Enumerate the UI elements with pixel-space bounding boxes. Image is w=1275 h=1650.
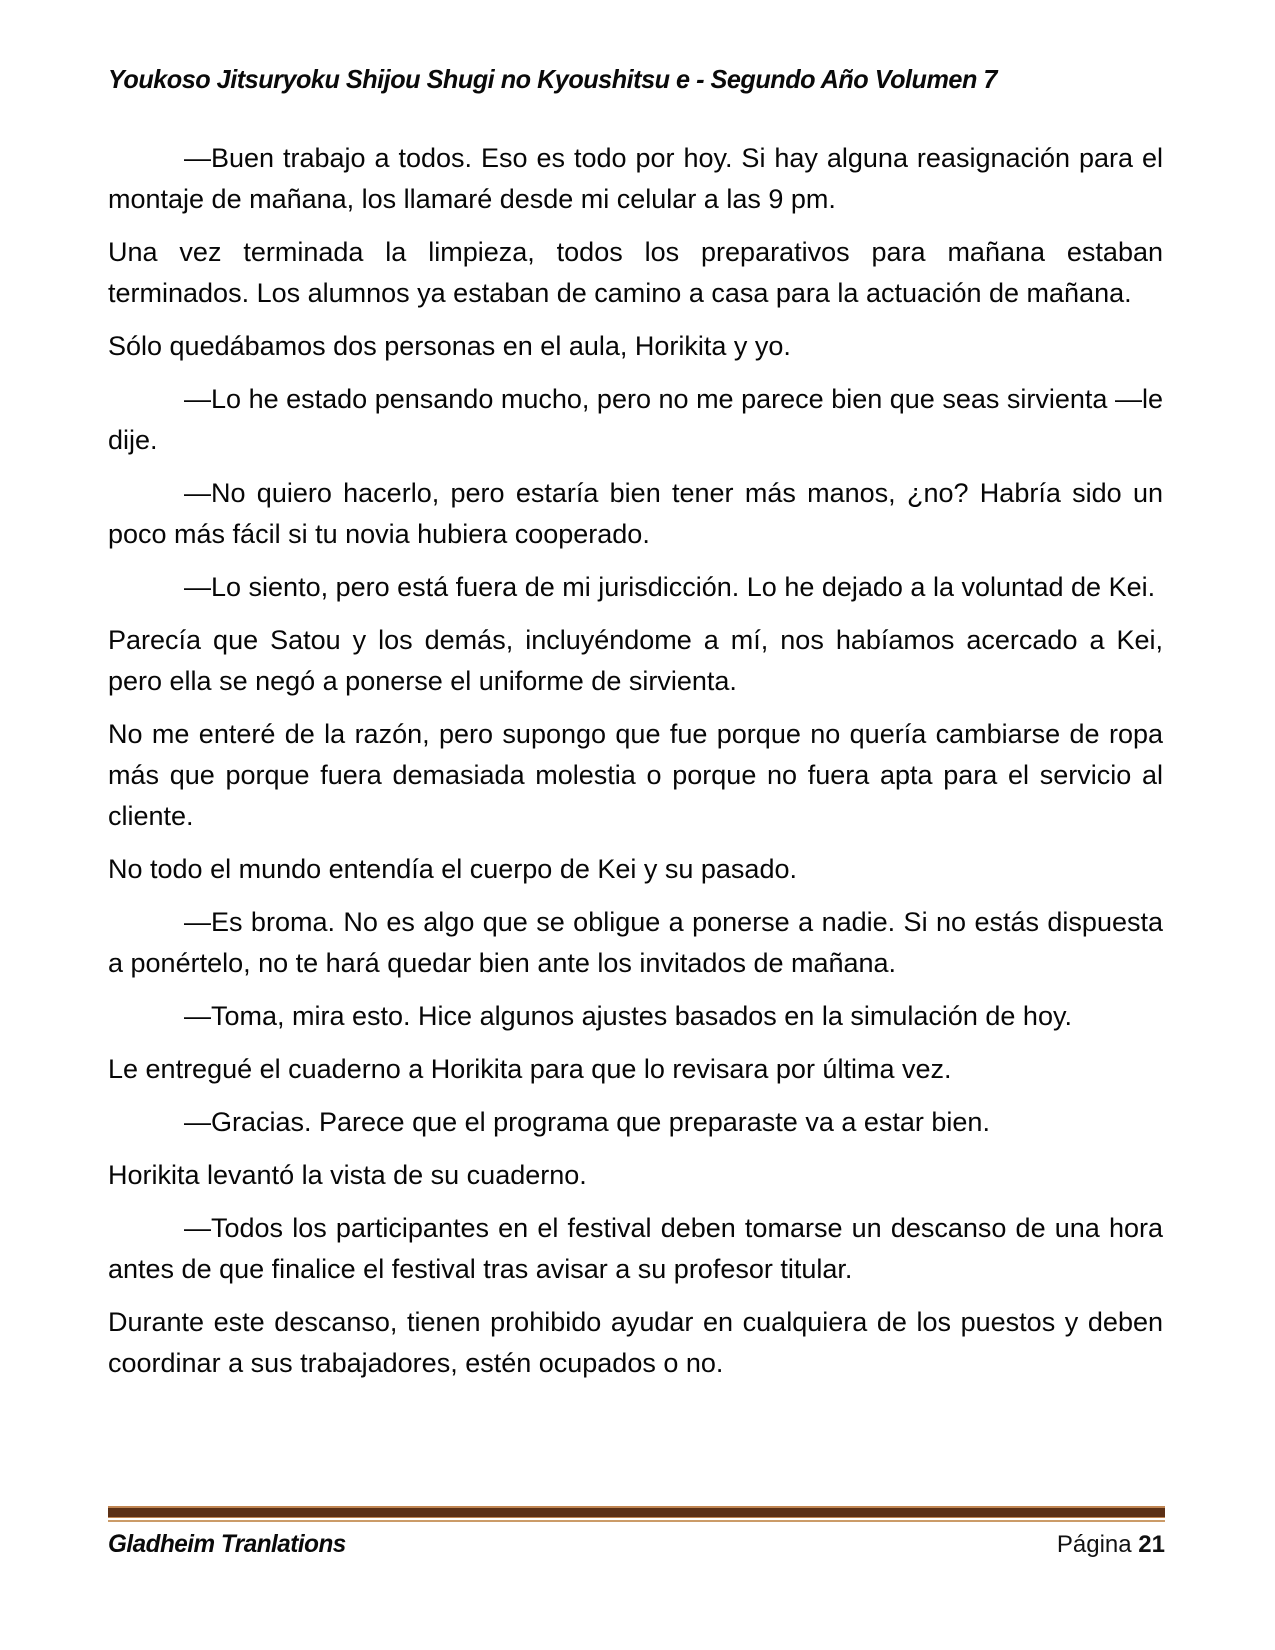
paragraph: Parecía que Satou y los demás, incluyéndome a mí, nos habíamos acercado a Kei, pero ella se negó a ponerse el uniforme de sirvienta. <box>108 625 1163 696</box>
paragraph: —No quiero hacerlo, pero estaría bien tener más manos, ¿no? Habría sido un poco más fácil si tu novia hubiera cooperado. <box>108 478 1163 549</box>
paragraph: —Toma, mira esto. Hice algunos ajustes basados en la simulación de hoy. <box>184 1001 1072 1031</box>
paragraph: Una vez terminada la limpieza, todos los preparativos para mañana estaban terminados. Los alumnos ya estaban de camino a casa para la actuación de mañana. <box>108 237 1163 308</box>
paragraph: No todo el mundo entendía el cuerpo de Kei y su pasado. <box>108 854 797 884</box>
page-header <box>108 64 1165 95</box>
paragraph: —Es broma. No es algo que se obligue a ponerse a nadie. Si no estás dispuesta a ponértelo, no te hará quedar bien ante los invitados de mañana. <box>108 907 1163 978</box>
page-number-label <box>1057 1531 1165 1559</box>
document-body-text <box>108 138 1163 1396</box>
document-title: Youkoso Jitsuryoku Shijou Shugi no Kyoushitsu e - Segundo Año Volumen 7 <box>108 64 997 94</box>
page-label: Página <box>1056 1531 1132 1558</box>
paragraph: Horikita levantó la vista de su cuaderno. <box>108 1160 587 1190</box>
paragraph: —Lo siento, pero está fuera de mi jurisdicción. Lo he dejado a la voluntad de Kei. <box>184 572 1156 602</box>
paragraph: Le entregué el cuaderno a Horikita para que lo revisara por última vez. <box>108 1054 952 1084</box>
paragraph: —Gracias. Parece que el programa que preparaste va a estar bien. <box>184 1107 990 1137</box>
paragraph: —Lo he estado pensando mucho, pero no me parece bien que seas sirvienta —le dije. <box>108 384 1163 455</box>
paragraph: —Todos los participantes en el festival deben tomarse un descanso de una hora antes de que finalice el festival tras avisar a su profesor titular. <box>108 1213 1163 1284</box>
paragraph: Durante este descanso, tienen prohibido ayudar en cualquiera de los puestos y deben coordinar a sus trabajadores, estén ocupados o no. <box>108 1307 1163 1378</box>
paragraph: Sólo quedábamos dos personas en el aula, Horikita y yo. <box>108 331 791 361</box>
paragraph: —Buen trabajo a todos. Eso es todo por hoy. Si hay alguna reasignación para el montaje de mañana, los llamaré desde mi celular a las 9 pm. <box>108 143 1163 214</box>
page-footer <box>108 1506 1165 1559</box>
footer-rule-thick <box>108 1506 1165 1518</box>
translator-credit: Gladheim Tranlations <box>108 1530 346 1558</box>
footer-row <box>108 1530 1165 1559</box>
page-number: 21 <box>1138 1531 1165 1558</box>
footer-rule-thin <box>108 1520 1165 1522</box>
paragraph: No me enteré de la razón, pero supongo que fue porque no quería cambiarse de ropa más que porque fuera demasiada molestia o porque no fuera apta para el servicio al cliente. <box>108 719 1163 831</box>
